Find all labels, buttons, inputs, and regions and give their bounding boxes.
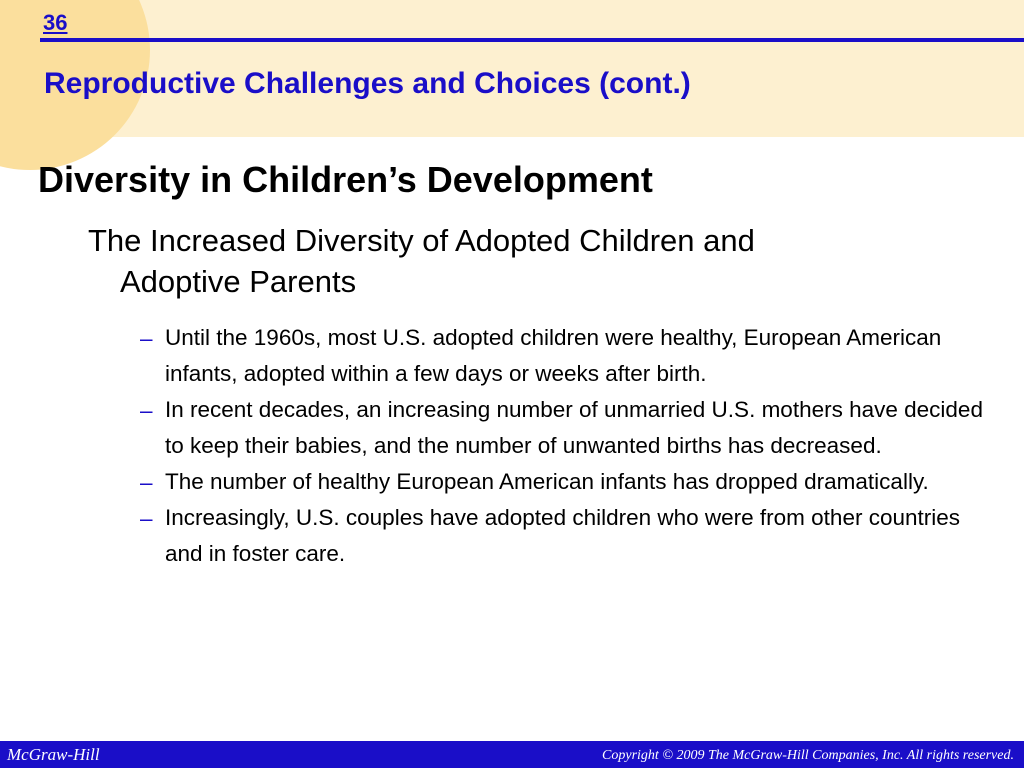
slide-title: Reproductive Challenges and Choices (cont.) [44, 67, 691, 100]
header-rule [40, 38, 1024, 42]
bullet-item [140, 500, 1000, 572]
bullet-dash: – [140, 398, 153, 423]
bullet-dash: – [140, 506, 153, 531]
bullet-dash: – [140, 326, 153, 351]
bullet-item [140, 392, 1000, 464]
subheading-line-2: Adoptive Parents [120, 264, 357, 299]
copyright-notice: Copyright © 2009 The McGraw-Hill Companies, Inc. All rights reserved. [602, 748, 1014, 763]
bullet-item [140, 464, 1000, 500]
section-heading: Diversity in Children’s Development [38, 159, 653, 200]
bullet-text: In recent decades, an increasing number of unmarried U.S. mothers have decided to keep their babies, and the number of unwanted births has decreased. [165, 397, 983, 458]
slide-number: 36 [43, 10, 68, 35]
publisher-name: McGraw-Hill [7, 745, 100, 764]
bullet-item [140, 320, 1000, 392]
footer-bar [0, 741, 1024, 768]
bullet-list [140, 320, 1000, 572]
subheading [88, 220, 988, 302]
bullet-text: Increasingly, U.S. couples have adopted children who were from other countries and in foster care. [165, 505, 961, 566]
bullet-text: The number of healthy European American infants has dropped dramatically. [165, 469, 929, 494]
subheading-line-1: The Increased Diversity of Adopted Children and [88, 223, 755, 258]
bullet-text: Until the 1960s, most U.S. adopted children were healthy, European American infants, adopted within a few days or weeks after birth. [165, 325, 942, 386]
bullet-dash: – [140, 470, 153, 495]
